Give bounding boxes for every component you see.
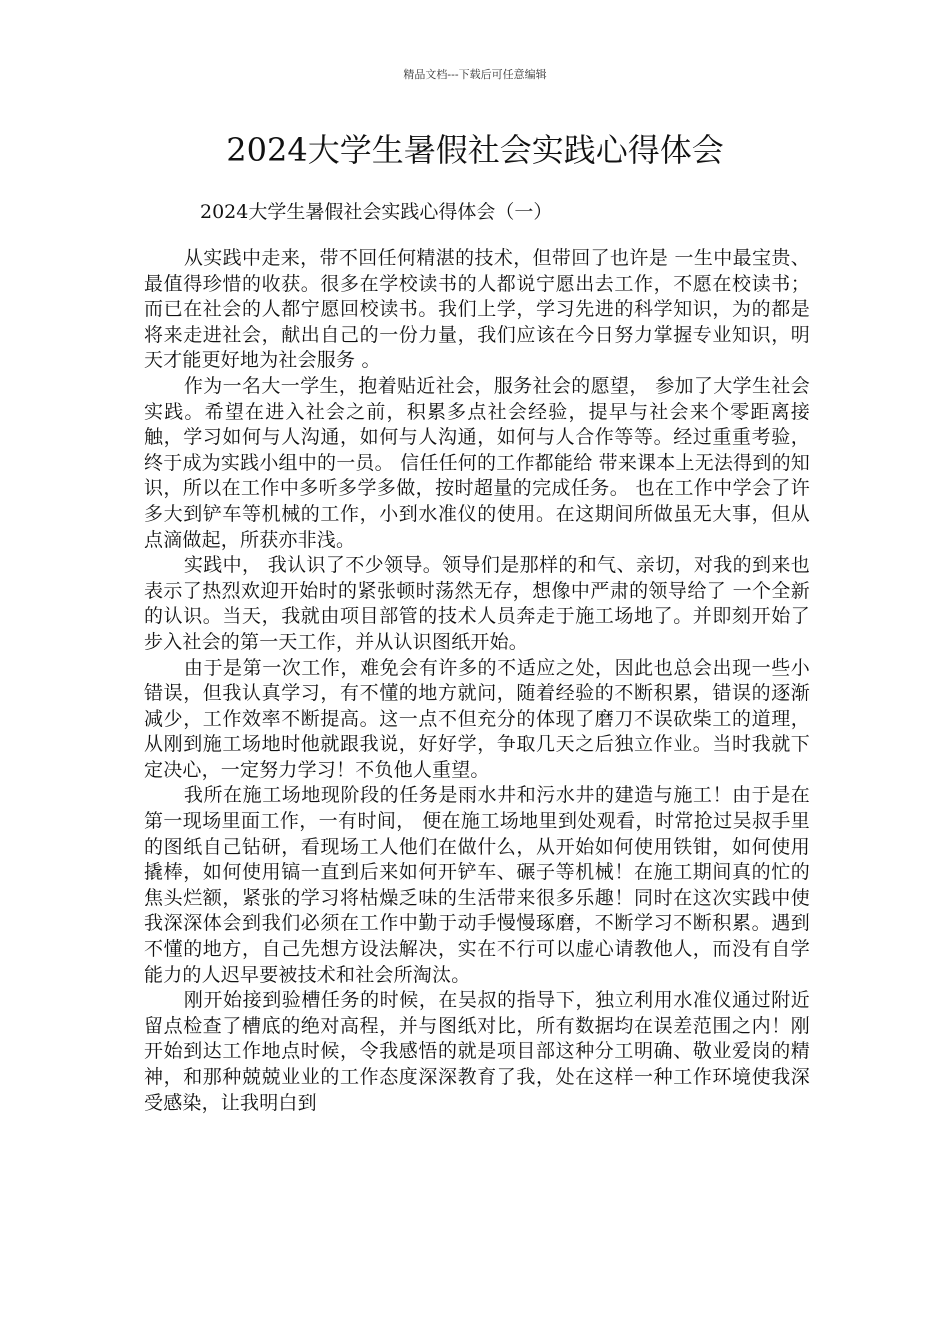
paragraph-6: 刚开始接到验槽任务的时候，在吴叔的指导下，独立利用水准仪通过附近留点检查了槽底的绝对高程，并与图纸对比，所有数据均在误差范围之内！刚开始到达工作地点时候，令我感悟的就是项目部这种分工明确、敬业爱岗的精神，和那种兢兢业业的工作态度深深教育了我，处在这样一种工作环境使我深受感染，让我明白到	[144, 989, 810, 1114]
document-subtitle: 2024大学生暑假社会实践心得体会（一）	[200, 201, 553, 223]
paragraph-5: 我所在施工场地现阶段的任务是雨水井和污水井的建造与施工！由于是在第一现场里面工作，一有时间， 便在施工场地里到处观看，时常抢过吴叔手里的图纸自己钻研，看现场工人他们在做什么，从开始如何使用铁钳，如何使用撬棒，如何使用镐一直到后来如何开铲车、碾子等机械！在施工期间真的忙的焦头烂额，紧张的学习将枯燥乏味的生活带来很多乐趣！同时在这次实践中使我深深体会到我们必须在工作中勤于动手慢慢琢磨，不断学习不断积累。遇到不懂的地方，自己先想方设法解决，实在不行可以虚心请教他人，而没有自学能力的人迟早要被技术和社会所淘汰。	[144, 784, 810, 986]
document-title: 2024大学生暑假社会实践心得体会	[226, 131, 724, 169]
paragraph-3: 实践中， 我认识了不少领导。领导们是那样的和气、亲切，对我的到来也表示了热烈欢迎开始时的紧张顿时荡然无存，想像中严肃的领导给了 一个全新的认识。当天，我就由项目部管的技术人员奔走于施工场地了。并即刻开始了步入社会的第一天工作，并从认识图纸开始。	[144, 554, 810, 653]
document-body	[144, 246, 810, 1116]
paragraph-1: 从实践中走来，带不回任何精湛的技术，但带回了也许是 一生中最宝贵、最值得珍惜的收获。很多在学校读书的人都说宁愿出去工作，不愿在校读书；而已在社会的人都宁愿回校读书。我们上学，学习先进的科学知识，为的都是将来走进社会，献出自己的一份力量，我们应该在今日努力掌握专业知识，明天才能更好地为社会服务 。	[144, 247, 810, 372]
paragraph-4: 由于是第一次工作，难免会有许多的不适应之处，因此也总会出现一些小错误，但我认真学习，有不懂的地方就问，随着经验的不断积累，错误的逐渐减少，工作效率不断提高。这一点不但充分的体现了磨刀不误砍柴工的道理，从刚到施工场地时他就跟我说，好好学，争取几天之后独立作业。当时我就下定决心，一定努力学习！不负他人重望。	[144, 656, 810, 781]
header-note: 精品文档---下载后可任意编辑	[403, 68, 547, 81]
paragraph-2: 作为一名大一学生，抱着贴近社会，服务社会的愿望， 参加了大学生社会实践。希望在进入社会之前，积累多点社会经验，提早与社会来个零距离接触，学习如何与人沟通，如何与人沟通，如何与人合作等等。经过重重考验，终于成为实践小组中的一员。 信任任何的工作都能给 带来课本上无法得到的知识，所以在工作中多听多学多做，按时超量的完成任务。 也在工作中学会了许多大到铲车等机械的工作，小到水准仪的使用。在这期间所做虽无大事，但从点滴做起，所获亦非浅。	[144, 374, 810, 551]
